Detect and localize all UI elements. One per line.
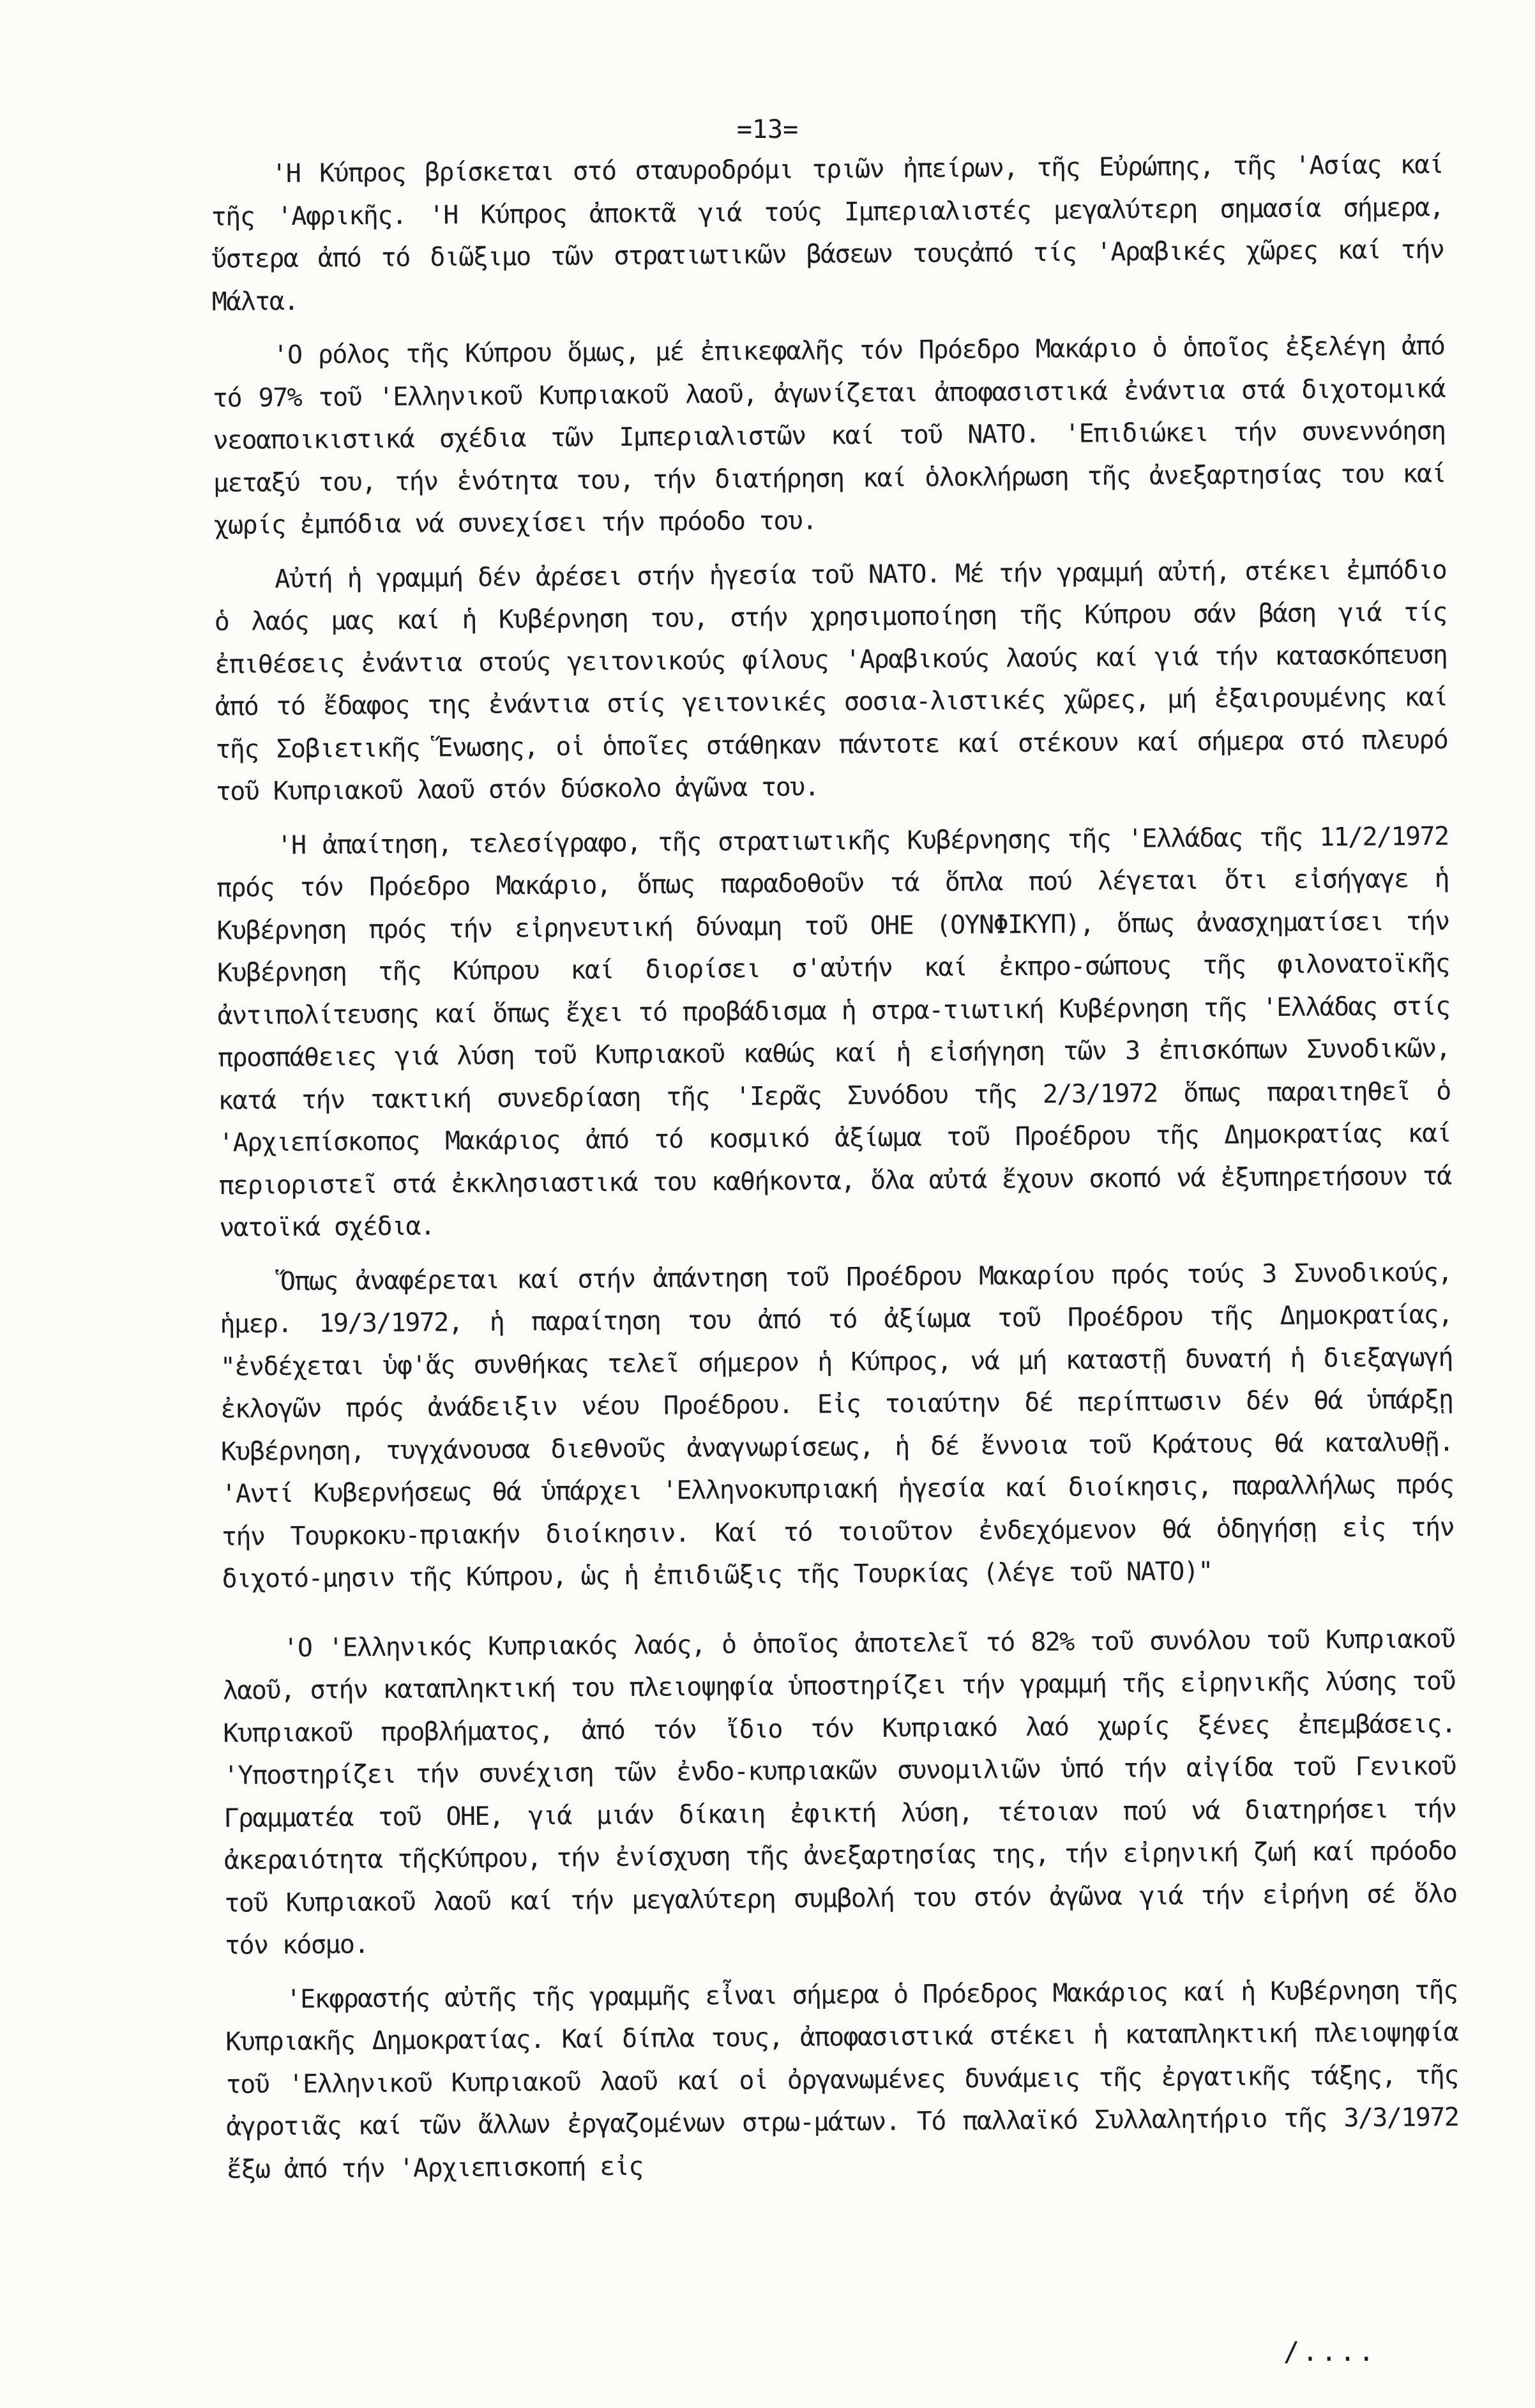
paragraph-nato-opposition: Αὐτή ἡ γραμμή δέν ἀρέσει στήν ἡγεσία τοῦ ΝΑΤΟ. Μέ τήν γραμμή αὐτή, στέκει ἐμπόδιο ὁ λαός μας καί ἡ Κυβέρνηση του, στήν χρησιμοποίηση τῆς Κύπρου σάν βάση γιά τίς ἐπιθέσεις ἐνάντια στούς γειτονικούς φίλους 'Αραβικούς λαούς καί γιά τήν κατασκόπευση ἀπό τό ἔδαφος της ἐνάντια στίς γειτονικές σοσια-λιστικές χῶρες, μή ἐξαιρουμένης καί τῆς Σοβιετικῆς Ἕνωσης, οἱ ὁποῖες στάθηκαν πάντοτε καί στέκουν καί σήμερα στό πλευρό τοῦ Κυπριακοῦ λαοῦ στόν δύσκολο ἀγῶνα του. xyxy=(214,555,1448,806)
paragraph-expression-of-line: 'Εκφραστής αὐτῆς τῆς γραμμῆς εἶναι σήμερα ὁ Πρόεδρος Μακάριος καί ἡ Κυβέρνηση τῆς Κυπριακῆς Δημοκρατίας. Καί δίπλα τους, ἀποφασιστικά στέκει ἡ καταπληκτική πλειοψηφία τοῦ 'Ελληνικοῦ Κυπριακοῦ λαοῦ καί οἱ ὀργανωμένες δυνάμεις τῆς ἐργατικῆς τάξης, τῆς ἀγροτιᾶς καί τῶν ἄλλων ἐργαζομένων στρω-μάτων. Τό παλλαϊκό Συλλαλητήριο τῆς 3/3/1972 ἔξω ἀπό τήν 'Αρχιεπισκοπή εἰς xyxy=(225,1975,1459,2185)
page-number: =13= xyxy=(736,115,799,144)
continuation-mark: /.... xyxy=(1283,2336,1377,2367)
document-body xyxy=(211,144,1459,2191)
paragraph-ultimatum: 'Η ἀπαίτηση, τελεσίγραφο, τῆς στρατιωτικῆς Κυβέρνησης τῆς 'Ελλάδας τῆς 11/2/1972 πρός τόν Πρόεδρο Μακάριο, ὅπως παραδοθοῦν τά ὅπλα πού λέγεται ὅτι εἰσήγαγε ἡ Κυβέρνηση πρός τήν εἰρηνευτική δύναμη τοῦ ΟΗΕ (ΟΥΝΦΙΚΥΠ), ὅπως ἀνασχηματίσει τήν Κυβέρνηση τῆς Κύπρου καί διορίσει σ'αὐτήν καί ἐκπρο-σώπους τῆς φιλονατοϊκῆς ἀντιπολίτευσης καί ὅπως ἔχει τό προβάδισμα ἡ στρα-τιωτική Κυβέρνηση τῆς 'Ελλάδας στίς προσπάθειες γιά λύση τοῦ Κυπριακοῦ καθώς καί ἡ εἰσήγηση τῶν 3 ἐπισκόπων Συνοδικῶν, κατά τήν τακτική συνεδρίαση τῆς 'Ιερᾶς Συνόδου τῆς 2/3/1972 ὅπως παραιτηθεῖ ὁ 'Αρχιεπίσκοπος Μακάριος ἀπό τό κοσμικό ἀξίωμα τοῦ Προέδρου τῆς Δημοκρατίας καί περιοριστεῖ στά ἐκκλησιαστικά του καθήκοντα, ὅλα αὐτά ἔχουν σκοπό νά ἐξυπηρετήσουν τά νατοϊκά σχέδια. xyxy=(216,821,1451,1243)
paragraph-strategic-position: 'Η Κύπρος βρίσκεται στό σταυροδρόμι τριῶν ἠπείρων, τῆς Εὐρώπης, τῆς 'Ασίας καί τῆς 'Αφρικῆς. 'Η Κύπρος ἀποκτᾶ γιά τούς Ιμπεριαλιστές μεγαλύτερη σημασία σήμερα, ὕστερα ἀπό τό διῶξιμο τῶν στρατιωτικῶν βάσεων τουςἀπό τίς 'Αραβικές χῶρες καί τήν Μάλτα. xyxy=(211,149,1444,317)
paragraph-makarios-reply: Ὅπως ἀναφέρεται καί στήν ἀπάντηση τοῦ Προέδρου Μακαρίου πρός τούς 3 Συνοδικούς, ἡμερ. 19/3/1972, ἡ παραίτηση του ἀπό τό ἀξίωμα τοῦ Προέδρου τῆς Δημοκρατίας, "ἐνδέχεται ὑφ'ἅς συνθήκας τελεῖ σήμερον ἡ Κύπρος, νά μή καταστῇ δυνατή ἡ διεξαγωγή ἐκλογῶν πρός ἀνάδειξιν νέου Προέδρου. Εἰς τοιαύτην δέ περίπτωσιν δέν θά ὑπάρξῃ Κυβέρνηση, τυγχάνουσα διεθνοῦς ἀναγνωρίσεως, ἡ δέ ἔννοια τοῦ Κράτους θά καταλυθῇ. 'Αντί Κυβερνήσεως θά ὑπάρχει 'Ελληνοκυπριακή ἡγεσία καί διοίκησις, παραλλήλως πρός τήν Τουρκοκυ-πριακήν διοίκησιν. Καί τό τοιοῦτον ἐνδεχόμενον θά ὁδηγήσῃ εἰς τήν διχοτό-μησιν τῆς Κύπρου, ὡς ἡ ἐπιδιῶξις τῆς Τουρκίας (λέγε τοῦ ΝΑΤΟ)" xyxy=(220,1257,1455,1594)
paragraph-greek-cypriot-people: 'Ο 'Ελληνικός Κυπριακός λαός, ὁ ὁποῖος ἀποτελεῖ τό 82% τοῦ συνόλου τοῦ Κυπριακοῦ λαοῦ, στήν καταπληκτική του πλειοψηφία ὑποστηρίζει τήν γραμμή τῆς εἰρηνικῆς λύσης τοῦ Κυπριακοῦ προβλήματος, ἀπό τόν ἴδιο τόν Κυπριακό λαό χωρίς ξένες ἐπεμβάσεις. 'Υποστηρίζει τήν συνέχιση τῶν ἐνδο-κυπριακῶν συνομιλιῶν ὑπό τήν αἰγίδα τοῦ Γενικοῦ Γραμματέα τοῦ ΟΗΕ, γιά μιάν δίκαιη ἐφικτή λύση, τέτοιαν πού νά διατηρήσει τήν ἀκεραιότητα τῆςΚύπρου, τήν ἐνίσχυση τῆς ἀνεξαρτησίας της, τήν εἰρηνική ζωή καί πρόοδο τοῦ Κυπριακοῦ λαοῦ καί τήν μεγαλύτερη συμβολή του στόν ἀγῶνα γιά τήν εἰρήνη σέ ὅλο τόν κόσμο. xyxy=(222,1624,1457,1960)
paragraph-role-of-cyprus: 'Ο ρόλος τῆς Κύπρου ὅμως, μέ ἐπικεφαλῆς τόν Πρόεδρο Μακάριο ὁ ὁποῖος ἐξελέγη ἀπό τό 97% τοῦ 'Ελληνικοῦ Κυπριακοῦ λαοῦ, ἀγωνίζεται ἀποφασιστικά ἐνάντια στά διχοτομικά νεοαποικιστικά σχέδια τῶν Ιμπεριαλιστῶν καί τοῦ ΝΑΤΟ. 'Επιδιώκει τήν συνεννόηση μεταξύ του, τήν ἑνότητα του, τήν διατήρηση καί ὁλοκλήρωση τῆς ἀνεξαρτησίας του καί χωρίς ἐμπόδια νά συνεχίσει τήν πρόοδο του. xyxy=(212,331,1446,540)
